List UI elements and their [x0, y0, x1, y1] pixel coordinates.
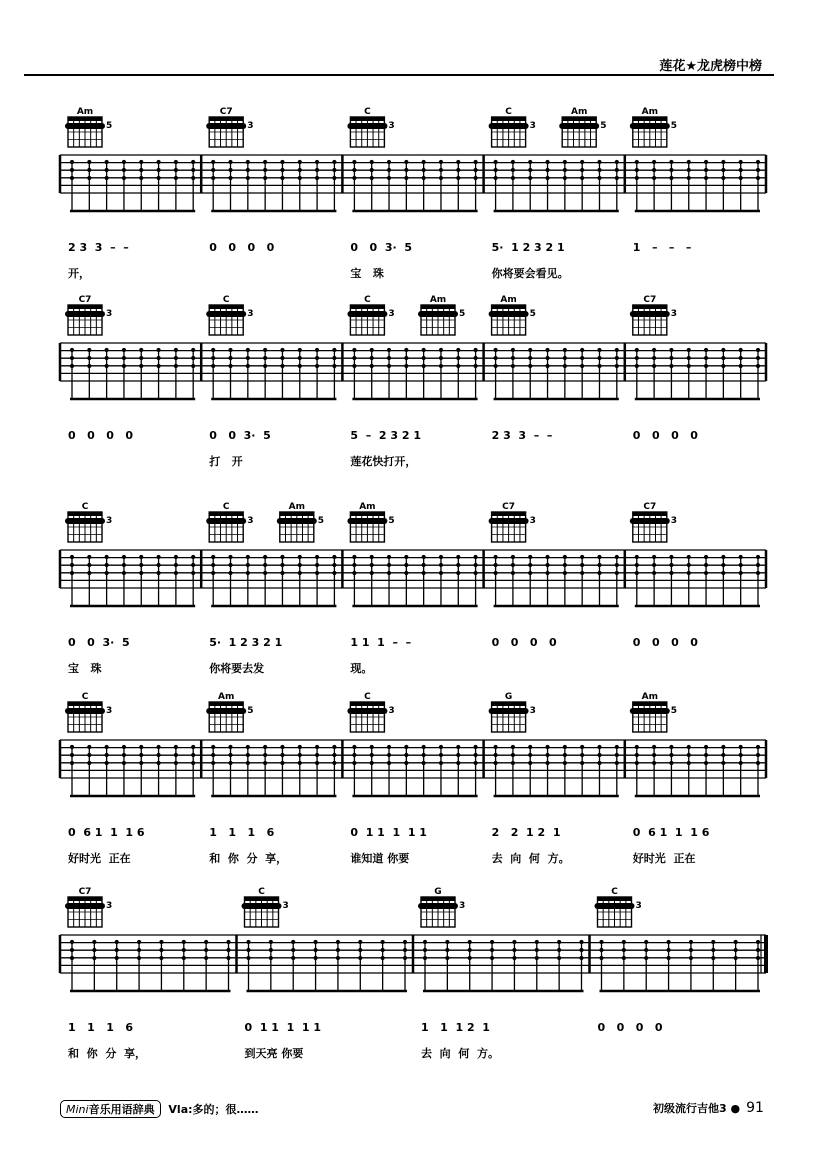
lyric-text: 宝 珠 [350, 267, 384, 280]
chord-fret-number: 3 [247, 309, 254, 319]
chord-name: Am [218, 692, 235, 702]
chord-name: C [258, 887, 265, 897]
footer-snippet: Vla:多的；很…… [168, 1103, 259, 1116]
measure [65, 295, 195, 442]
chord-barre [65, 903, 105, 909]
chord-fret-number: 3 [106, 706, 113, 716]
chord-name: C [81, 502, 89, 512]
chord-barre [65, 123, 105, 129]
lyric-text: 好时光 正在 [68, 852, 131, 865]
lyric-text: 现。 [350, 662, 373, 675]
chord-barre [65, 311, 105, 317]
chord-barre [206, 311, 246, 317]
jianpu-numbers: 0 6 1 1 1 6 [632, 826, 710, 839]
chord-barre [242, 903, 282, 909]
jianpu-numbers: 0 0 0 0 [632, 636, 698, 649]
chord-barre [347, 518, 387, 524]
chord-fret-number: 5 [670, 706, 678, 716]
chord-fret-number: 5 [459, 309, 466, 319]
chord-fret-number: 3 [106, 309, 113, 319]
chord-fret-number: 3 [388, 706, 395, 716]
chord-name: C [364, 295, 371, 305]
lyric-text: 到天亮 你要 [244, 1047, 304, 1060]
chord-barre [559, 123, 599, 129]
chord-barre [630, 708, 670, 714]
jianpu-numbers: 0 1 1 1 1 1 [244, 1021, 322, 1034]
chord-barre [206, 708, 246, 714]
measure [489, 295, 619, 442]
jianpu-numbers: 0 0 0 0 [597, 1021, 663, 1034]
measure [206, 107, 336, 254]
chord-fret-number: 3 [635, 901, 642, 911]
chord-fret-number: 5 [317, 516, 325, 526]
jianpu-numbers: 0 0 0 0 [68, 429, 134, 442]
jianpu-numbers: 1 1 1 6 [68, 1021, 134, 1034]
jianpu-numbers: 0 6 1 1 1 6 [68, 826, 145, 839]
chord-name: Am [359, 502, 376, 512]
chord-name: C7 [643, 295, 657, 305]
jianpu-numbers: 0 0 0 0 [632, 429, 698, 442]
lyric-text: 和 你 分 享， [209, 852, 288, 865]
chord-fret-number: 3 [529, 706, 536, 716]
chord-barre [595, 903, 635, 909]
footer-book-title: 初级流行吉他3 [653, 1102, 727, 1115]
chord-name: Am [641, 692, 658, 702]
chord-fret-number: 3 [670, 516, 678, 526]
chord-barre [489, 311, 529, 317]
chord-fret-number: 3 [282, 901, 289, 911]
jianpu-numbers: 5· 1 2 3 2 1 [209, 636, 283, 649]
header-title: 莲花★龙虎榜中榜 [659, 59, 762, 74]
chord-fret-number: 3 [247, 121, 254, 131]
system [60, 295, 766, 468]
measure [630, 107, 760, 254]
lyric-text: 宝 珠 [68, 662, 102, 675]
jianpu-numbers: 2 3 3 – – [68, 241, 129, 254]
chord-name: C [222, 295, 230, 305]
chord-name: C [364, 107, 371, 117]
chord-barre [277, 518, 317, 524]
jianpu-numbers: 5 – 2 3 2 1 [350, 429, 421, 442]
chord-barre [418, 903, 458, 909]
chord-name: G [434, 887, 442, 897]
lyric-text: 谁知道 你要 [350, 852, 410, 865]
chord-fret-number: 3 [529, 121, 536, 131]
chord-fret-number: 5 [106, 121, 113, 131]
chord-name: C [611, 887, 618, 897]
chord-fret-number: 3 [670, 309, 678, 319]
jianpu-numbers: 0 0 3· 5 [209, 429, 271, 442]
chord-name: C7 [502, 502, 516, 512]
jianpu-numbers: 1 1 1 6 [209, 826, 275, 839]
page-number: 91 [746, 1100, 764, 1116]
chord-fret-number: 3 [106, 901, 113, 911]
chord-name: Am [500, 295, 517, 305]
system [60, 692, 766, 865]
lyric-text: 开， [68, 267, 90, 280]
measure [595, 887, 761, 1034]
chord-name: G [504, 692, 513, 702]
chord-barre [630, 518, 670, 524]
chord-name: C [505, 107, 512, 117]
chord-name: C [81, 692, 89, 702]
chord-fret-number: 5 [670, 121, 678, 131]
footer-badge [60, 1100, 161, 1118]
chord-fret-number: 5 [247, 706, 254, 716]
chord-barre [489, 708, 529, 714]
chord-barre [65, 708, 105, 714]
jianpu-numbers: 2 3 3 – – [491, 429, 553, 442]
jianpu-numbers: 0 0 3· 5 [350, 241, 413, 254]
lyric-text: 莲花快打开， [350, 455, 417, 468]
jianpu-numbers: 1 – – – [632, 241, 692, 254]
chord-fret-number: 3 [247, 516, 254, 526]
chord-barre [347, 708, 387, 714]
chord-barre [630, 311, 670, 317]
lyric-text: 去 向 何 方。 [421, 1047, 499, 1060]
chord-name: C7 [643, 502, 657, 512]
jianpu-numbers: 0 0 0 0 [209, 241, 275, 254]
footer-badge-text: 音乐用语辞典 [88, 1103, 155, 1116]
lyric-text: 和 你 分 享， [68, 1047, 146, 1060]
footer-badge-italic: Mini [66, 1103, 89, 1116]
measure [630, 502, 760, 649]
chord-barre [630, 123, 670, 129]
jianpu-numbers: 2 2 1 2 1 [491, 826, 561, 839]
chord-fret-number: 3 [529, 516, 536, 526]
chord-barre [347, 311, 387, 317]
chord-barre [418, 311, 458, 317]
measure [630, 295, 760, 442]
footer-book: 初级流行吉他3 ● 91 [653, 1100, 764, 1116]
chord-fret-number: 5 [529, 309, 536, 319]
chord-barre [65, 518, 105, 524]
chord-barre [206, 123, 246, 129]
chord-name: Am [76, 107, 94, 117]
lyric-text: 你将要去发 [209, 662, 265, 675]
chord-barre [206, 518, 246, 524]
measure [489, 502, 619, 649]
system [60, 107, 766, 280]
chord-name: C7 [78, 295, 92, 305]
system [60, 502, 766, 675]
jianpu-numbers: 0 0 0 0 [491, 636, 557, 649]
chord-name: Am [571, 107, 588, 117]
chord-barre [489, 518, 529, 524]
jianpu-numbers: 1 1 1 2 1 [421, 1021, 490, 1034]
chord-name: C [364, 692, 371, 702]
lyric-text: 打 开 [209, 455, 243, 468]
chord-fret-number: 3 [459, 901, 466, 911]
chord-name: C7 [78, 887, 92, 897]
chord-barre [347, 123, 387, 129]
footer-dictionary [60, 1100, 259, 1118]
chord-fret-number: 5 [600, 121, 607, 131]
chord-name: Am [641, 107, 658, 117]
jianpu-numbers: 0 1 1 1 1 1 [350, 826, 427, 839]
chord-name: Am [288, 502, 305, 512]
chord-fret-number: 3 [106, 516, 113, 526]
jianpu-numbers: 0 0 3· 5 [68, 636, 130, 649]
chord-fret-number: 3 [388, 121, 395, 131]
lyric-text: 去 向 何 方。 [491, 852, 570, 865]
chord-name: C7 [219, 107, 233, 117]
lyric-text: 好时光 正在 [632, 852, 696, 865]
chord-fret-number: 5 [388, 516, 395, 526]
chord-name: Am [429, 295, 447, 305]
jianpu-numbers: 1 1 1 – – [350, 636, 412, 649]
system [60, 887, 766, 1060]
lyric-text: 你将要会看见。 [491, 267, 569, 280]
chord-fret-number: 3 [388, 309, 395, 319]
jianpu-numbers: 5· 1 2 3 2 1 [491, 241, 565, 254]
chord-name: C [222, 502, 230, 512]
chord-barre [489, 123, 529, 129]
